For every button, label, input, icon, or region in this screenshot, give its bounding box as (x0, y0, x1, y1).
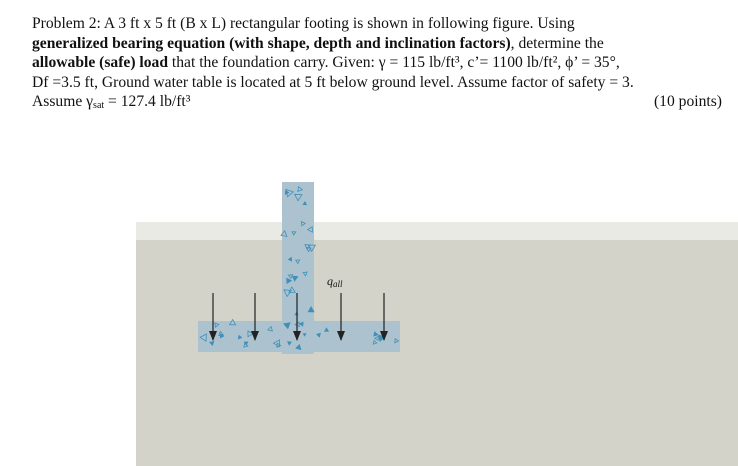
soil-mass (136, 240, 738, 466)
problem-line-3: allowable (safe) load that the foundation carry. Given: γ = 115 lb/ft³, c’= 1100 lb/ft², ϕ’ = 35°, (32, 54, 620, 72)
problem-line-4: Df =3.5 ft, Ground water table is located at 5 ft below ground level. Assume factor of safety = 3. (32, 73, 634, 91)
bearing-equation-emphasis: generalized bearing equation (with shape, depth and inclination factors) (32, 34, 511, 52)
problem-line-2: generalized bearing equation (with shape, depth and inclination factors), determine the (32, 34, 604, 52)
points-label: (10 points) (653, 93, 722, 111)
allowable-load-emphasis: allowable (safe) load (32, 54, 169, 72)
problem-line-1: Problem 2: A 3 ft x 5 ft (B x L) rectangular footing is shown in following figure. Using (32, 15, 575, 32)
problem-line-5: Assume γsat = 127.4 lb/ft³ (10 points) (32, 93, 722, 112)
load-label: qall (327, 274, 343, 289)
